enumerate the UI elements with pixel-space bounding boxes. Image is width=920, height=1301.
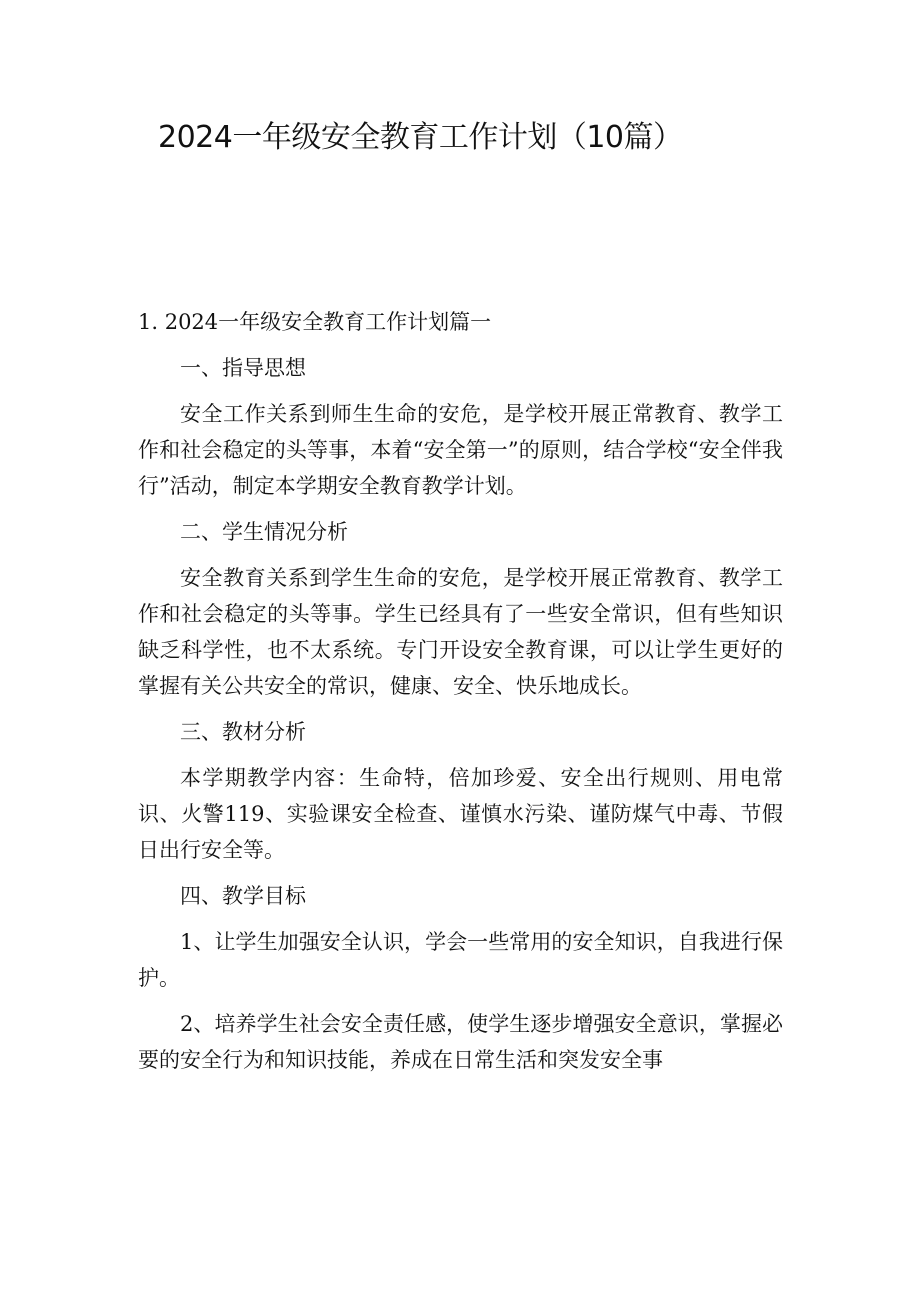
section-heading: 1. 2024一年级安全教育工作计划篇一 [138,310,492,334]
paragraph-student-analysis: 安全教育关系到学生生命的安危，是学校开展正常教育、教学工作和社会稳定的头等事。学生已经具有了一些安全常识，但有些知识缺乏科学性，也不太系统。专门开设安全教育课，可以让学生更好的掌握有关公共安全的常识，健康、安全、快乐地成长。 [138,566,783,698]
document-body [138,304,783,1088]
paragraph-guiding-ideology: 安全工作关系到师生生命的安危，是学校开展正常教育、教学工作和社会稳定的头等事，本着“安全第一”的原则，结合学校“安全伴我行”活动，制定本学期安全教育教学计划。 [138,402,783,498]
paragraph-goal-2: 2、培养学生社会安全责任感，使学生逐步增强安全意识，掌握必要的安全行为和知识技能，养成在日常生活和突发安全事 [138,1012,783,1072]
subheading-student-analysis: 二、学生情况分析 [180,520,348,544]
subheading-teaching-goals: 四、教学目标 [180,884,306,908]
paragraph-goal-1: 1、让学生加强安全认识，学会一些常用的安全知识，自我进行保护。 [138,930,783,990]
subheading-material-analysis: 三、教材分析 [180,720,306,744]
subheading-guiding-ideology: 一、指导思想 [180,356,306,380]
document-title: 2024一年级安全教育工作计划（10篇） [158,120,683,155]
paragraph-material-analysis: 本学期教学内容：生命特，倍加珍爱、安全出行规则、用电常识、火警119、实验课安全检查、谨慎水污染、谨防煤气中毒、节假日出行安全等。 [138,766,783,862]
